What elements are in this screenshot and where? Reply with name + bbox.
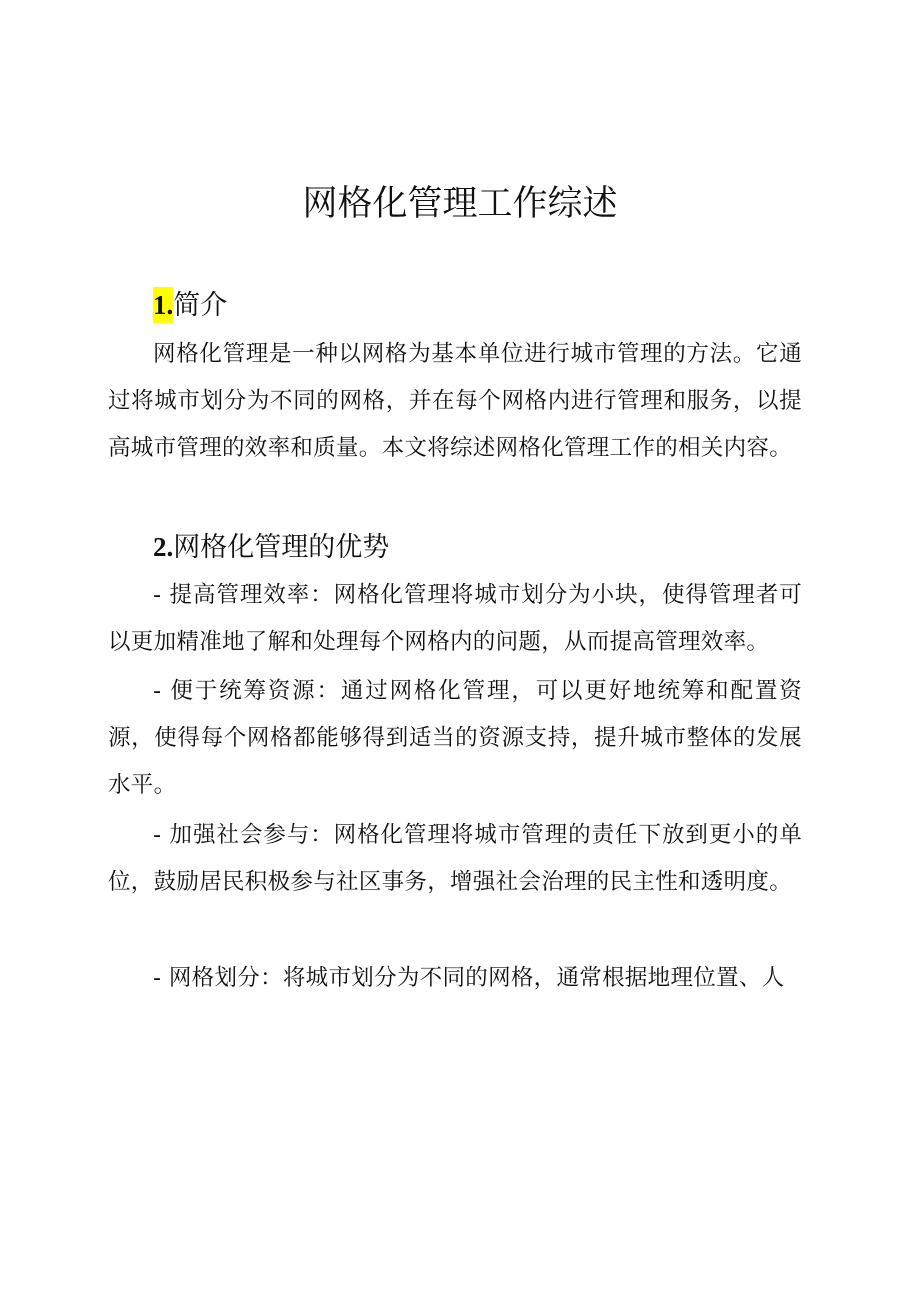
advantage-item-efficiency: - 提高管理效率：网格化管理将城市划分为小块，使得管理者可以更加精准地了解和处理每个网格内的问题，从而提高管理效率。	[108, 582, 802, 655]
section-heading-intro	[153, 282, 227, 328]
section-heading-text: 简介	[173, 290, 228, 321]
section-heading-text: 网格化管理的优势	[173, 532, 390, 563]
advantage-item-resources: - 便于统筹资源：通过网格化管理，可以更好地统筹和配置资源，使得每个网格都能够得到适当的资源支持，提升城市整体的发展水平。	[108, 678, 802, 798]
section-heading-advantages	[153, 524, 389, 570]
document-title: 网格化管理工作综述	[302, 184, 618, 224]
section-number: 2.	[153, 532, 174, 562]
intro-paragraph: 网格化管理是一种以网格为基本单位进行城市管理的方法。它通过将城市划分为不同的网格，并在每个网格内进行管理和服务，以提高城市管理的效率和质量。本文将综述网格化管理工作的相关内容。	[108, 341, 802, 461]
grid-division-item: - 网格划分：将城市划分为不同的网格，通常根据地理位置、人	[153, 965, 785, 991]
section-number-highlighted: 1.	[153, 287, 173, 323]
advantage-item-participation: - 加强社会参与：网格化管理将城市管理的责任下放到更小的单位，鼓励居民积极参与社区事务，增强社会治理的民主性和透明度。	[108, 822, 802, 895]
